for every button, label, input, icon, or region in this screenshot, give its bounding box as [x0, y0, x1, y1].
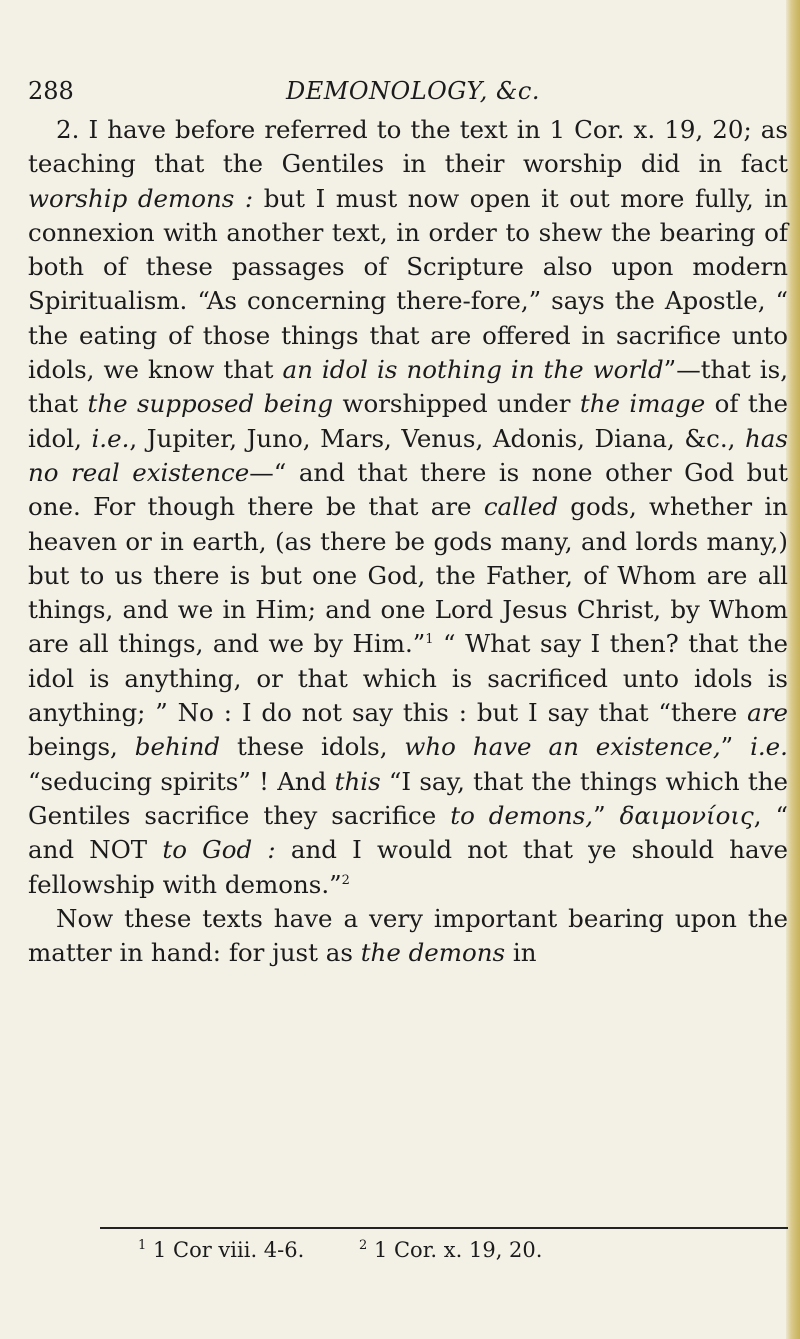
italic-run: the demons: [360, 938, 506, 968]
footnote-ref: 2: [341, 872, 350, 888]
italic-run: called: [483, 492, 559, 522]
text-run: and I would not that ye should have fellowship with demons.”: [28, 835, 788, 899]
italic-run: has no real existence: [28, 423, 788, 487]
text-run: ”: [720, 732, 751, 762]
italic-run: an idol is nothing in the world: [282, 355, 664, 385]
text-run: 2. I have before referred to the text in 1 Cor. x. 19, 20; as teaching that the Gentiles in their worship did in fact: [28, 115, 788, 179]
footnote-1-text: 1 Cor viii. 4-6.: [152, 1238, 305, 1262]
smallcaps-run: NOT: [89, 835, 148, 865]
italic-run: who have an existence,: [404, 732, 721, 762]
text-run: —“ and that there is none other God but one. For though there be that are: [28, 457, 788, 522]
text-run: Now these texts have a very important bearing upon the matter in hand: for just as: [28, 903, 788, 968]
italic-run: i.e.: [750, 732, 788, 762]
footnote-2: [359, 1238, 542, 1262]
footnote-1-marker: 1: [138, 1238, 147, 1253]
text-run: ”—that is, that: [28, 355, 788, 419]
text-run: “ What say I then? that the idol is anything, or that which is sacrificed unto idols is anything; ” No : I do not say this : but I say that “there: [28, 629, 789, 728]
italic-run: i.e.: [91, 423, 130, 453]
footnote-2-text: 1 Cor. x. 19, 20.: [373, 1238, 543, 1262]
book-title: DEMONOLOGY, &c.: [286, 77, 540, 105]
footnote-ref: 1: [425, 632, 434, 648]
italic-run: to God :: [162, 835, 276, 865]
text-run: ”: [593, 800, 620, 830]
italic-run: to demons,: [450, 800, 594, 830]
text-run: “I say, that the things which the Gentiles sacrifice they sacrifice: [28, 766, 788, 830]
running-head: [28, 77, 768, 113]
text-run: [147, 835, 162, 864]
italic-run: are: [747, 698, 788, 728]
text-run: in: [505, 938, 537, 968]
italic-run: δαιμονίοις: [619, 800, 754, 830]
text-run: , Jupiter, Juno, Mars, Venus, Adonis, Diana, &c.,: [129, 423, 746, 453]
paragraph-2: [28, 902, 788, 971]
footnotes: [138, 1238, 590, 1262]
footnote-divider: [100, 1227, 788, 1229]
page-edge: [786, 0, 800, 1339]
text-run: these idols,: [220, 732, 405, 762]
text-run: , “ and: [28, 800, 788, 865]
italic-run: this: [334, 766, 381, 796]
text-run: worshipped under: [333, 389, 580, 419]
text-run: of the idol,: [28, 389, 788, 453]
italic-run: worship demons :: [28, 183, 254, 213]
italic-run: the supposed being: [87, 389, 334, 419]
footnote-2-marker: 2: [358, 1238, 368, 1253]
italic-run: behind: [134, 732, 221, 762]
text-run: but I must now open it out more fully, in connexion with another text, in order to shew the bearing of both of these passages of Scripture also upon modern Spiritualism. “As concerning there-fore,” says the Apostle, “ the eating of those things that are offered in sacrifice unto idols, we know that: [28, 183, 788, 385]
paragraph-1: [28, 113, 788, 902]
page-number: 288: [28, 77, 74, 105]
text-run: gods, whether in heaven or in earth, (as there be gods many, and lords many,) but to us there is but one God, the Father, of Whom are all things, and we in Him; and one Lord Jesus Christ, by Whom are all things, and we by Him.”: [28, 492, 788, 659]
footnote-1: [138, 1238, 304, 1262]
italic-run: the image: [579, 389, 706, 419]
text-run: beings,: [28, 732, 135, 762]
text-run: “seducing spirits” ! And: [28, 766, 335, 796]
body-text: [28, 113, 788, 970]
